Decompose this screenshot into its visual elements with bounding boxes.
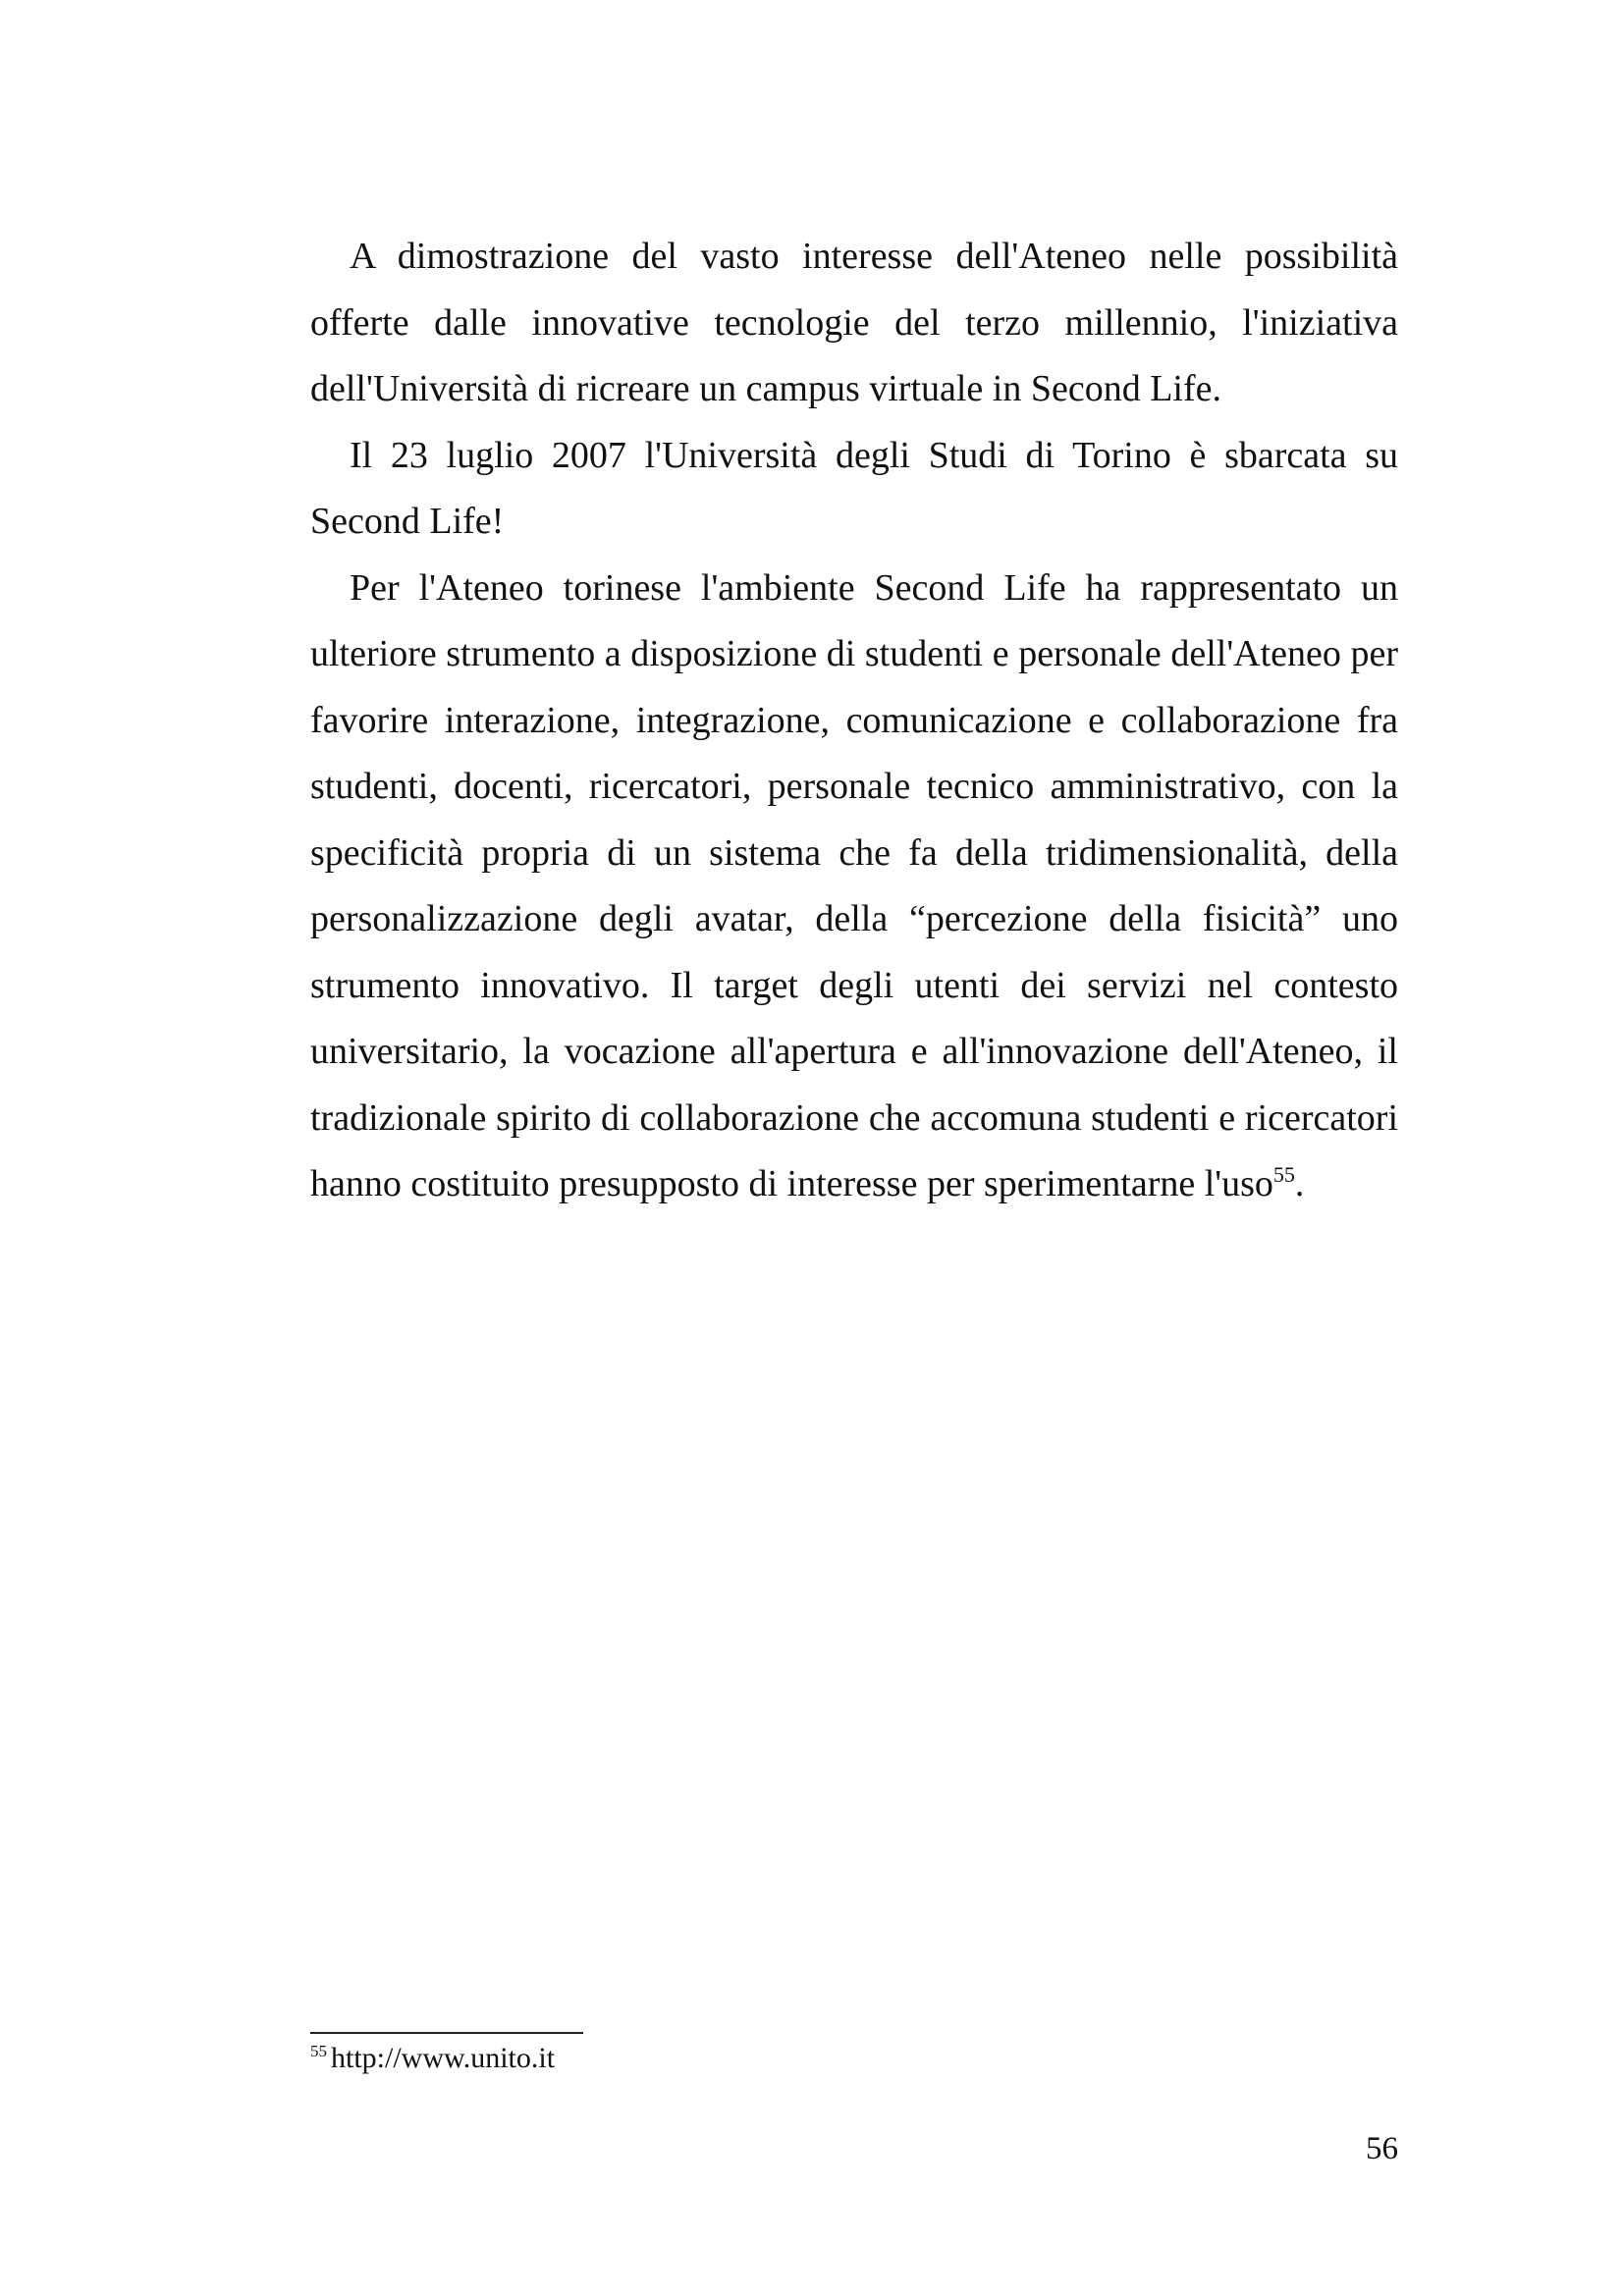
body-text <box>310 224 1398 1218</box>
footnote-reference[interactable]: 55 <box>1272 1162 1295 1187</box>
footnote <box>310 2039 1398 2078</box>
paragraph-3-text: Per l'Ateneo torinese l'ambiente Second Life ha rappresentato un ulteriore strumento a disposizione di studenti e personale dell'Ateneo per favorire interazione, integrazione, comunicazione e collaborazione fra studenti, docenti, ricercatori, personale tecnico amministrativo, con la specificità propria di un sistema che fa della tridimensionalità, della personalizzazione degli avatar, della “percezione della fisicità” uno strumento innovativo. Il target degli utenti dei servizi nel contesto universitario, la vocazione all'apertura e all'innovazione dell'Ateneo, il tradizionale spirito di collaborazione che accomuna studenti e ricercatori hanno costituito presupposto di interesse per sperimentarne l'uso <box>310 566 1398 1204</box>
footnote-separator <box>310 2032 583 2034</box>
paragraph-3 <box>310 556 1398 1218</box>
paragraph-2 <box>310 423 1398 556</box>
page-number: 56 <box>1366 2131 1398 2166</box>
paragraph-3-ending: . <box>1294 1163 1305 1204</box>
paragraph-1 <box>310 224 1398 423</box>
paragraph-2-text: Il 23 luglio 2007 l'Università degli Studi di Torino è sbarcata su Second Life! <box>310 434 1398 542</box>
footnote-number: 55 <box>310 2042 327 2060</box>
footnote-link[interactable]: http://www.unito.it <box>331 2042 556 2074</box>
paragraph-1-text: A dimostrazione del vasto interesse dell'Ateneo nelle possibilità offerte dalle innovative tecnologie del terzo millennio, l'iniziativa dell'Università di ricreare un campus virtuale in Second Life. <box>310 236 1398 409</box>
